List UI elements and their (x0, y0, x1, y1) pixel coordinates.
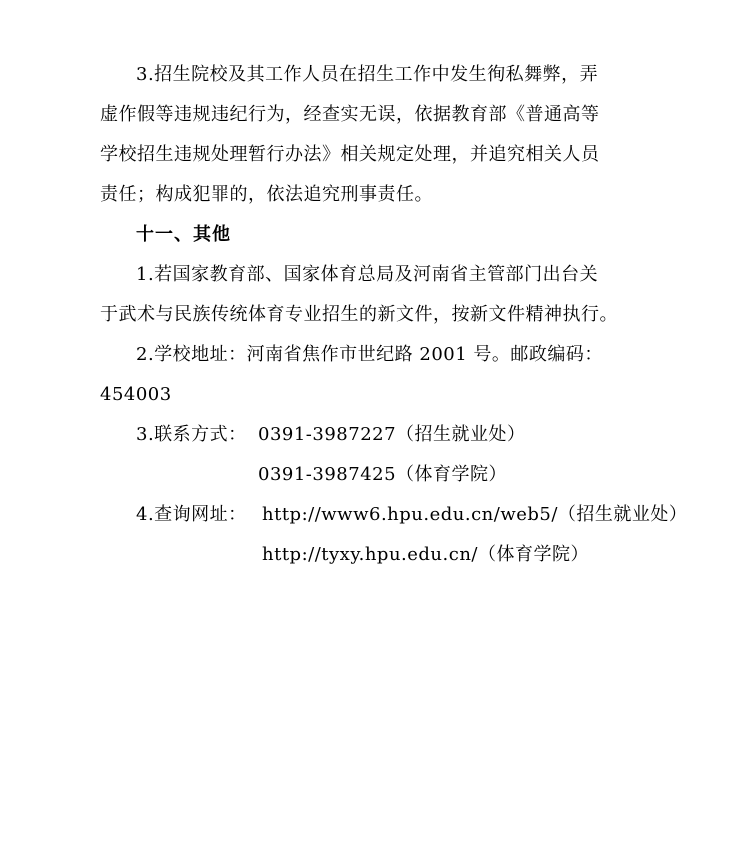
item3-phone-sports: 0391-3987425（体育学院） (258, 464, 508, 485)
item4-url-sports: http://tyxy.hpu.edu.cn/（体育学院） (262, 544, 589, 565)
item3-contact-label: 3.联系方式： (136, 424, 247, 445)
item4-url-admissions: http://www6.hpu.edu.cn/web5/（招生就业处） (262, 504, 688, 525)
item2-address-line: 2.学校地址：河南省焦作市世纪路 2001 号。邮政编码： (136, 344, 603, 365)
section3-line-4: 责任；构成犯罪的，依法追究刑事责任。 (100, 184, 433, 205)
section3-line-2: 虚作假等违规违纪行为，经查实无误，依据教育部《普通高等 (100, 104, 600, 125)
section-heading-other: 十一、其他 (136, 224, 231, 245)
item4-website-label: 4.查询网址： (136, 504, 247, 525)
item2-postcode: 454003 (100, 384, 172, 405)
section3-line-1: 3.招生院校及其工作人员在招生工作中发生徇私舞弊，弄 (136, 64, 599, 85)
item1-line-1: 1.若国家教育部、国家体育总局及河南省主管部门出台关 (136, 264, 599, 285)
section3-line-3: 学校招生违规处理暂行办法》相关规定处理，并追究相关人员 (100, 144, 600, 165)
item3-phone-admissions: 0391-3987227（招生就业处） (258, 424, 526, 445)
item1-line-2: 于武术与民族传统体育专业招生的新文件，按新文件精神执行。 (100, 304, 618, 325)
